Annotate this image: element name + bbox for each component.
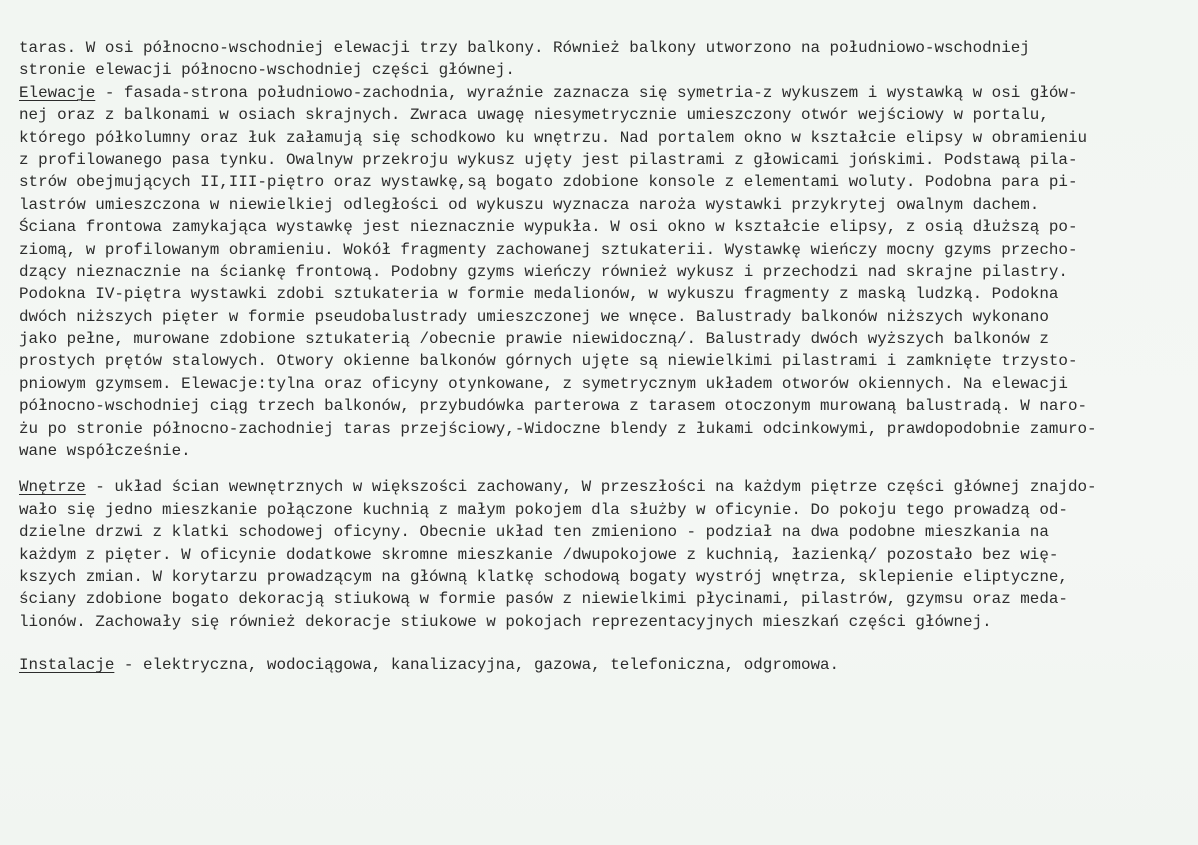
text-line: stronie elewacji północno-wschodniej części głównej. [19,61,515,80]
text-line: ściany zdobione bogato dekoracją stiukową w formie pasów z niewielkimi płycinami, pilastrów, gzymsu oraz meda- [19,590,1068,609]
instalacje-text: - elektryczna, wodociągowa, kanalizacyjna, gazowa, telefoniczna, odgromowa. [114,656,840,675]
text-line: lionów. Zachowały się również dekoracje stiukowe w pokojach reprezentacyjnych mieszkań części głównej. [19,612,992,631]
paragraph-gap [19,633,1198,654]
text-line: lastrów umieszczona w niewielkiej odległości od wykuszu wyznacza naroża wystawki przykrytej owalnym dachem. [19,195,1040,214]
text-line: dzący nieznacznie na ściankę frontową. Podobny gzyms wieńczy również wykusz i przechodzi nad skrajne pilastry. [19,262,1068,281]
text-line: Podokna IV-piętra wystawki zdobi sztukateria w formie medalionów, w wykuszu fragmenty z maską ludzką. Podokna [19,285,1059,304]
instalacje-heading: Instalacje [19,656,115,675]
text-line: dwóch niższych pięter w formie pseudobalustrady umieszczonej we wnęce. Balustrady balkonów niższych wykonano [19,307,1049,326]
elewacje-first-line [19,82,1198,104]
paragraph-gap [19,462,1198,476]
text-line: Ściana frontowa zamykająca wystawkę jest nieznacznie wypukła. W osi okno w kształcie elipsy, z osią dłuższą po- [19,218,1078,237]
text-line: strów obejmujących II,III-piętro oraz wystawkę,są bogato zdobione konsole z elementami woluty. Podobna para pi- [19,173,1078,192]
text-line: którego półkolumny oraz łuk załamują się schodkowo ku wnętrzu. Nad portalem okno w kształcie elipsy w obramieniu [19,128,1088,147]
text-line: dzielne drzwi z klatki schodowej oficyny. Obecnie układ ten zmieniono - podział na dwa podobne mieszkania na [19,523,1049,542]
text-line: kszych zmian. W korytarzu prowadzącym na główną klatkę schodową bogaty wystrój wnętrza, sklepienie eliptyczne, [19,567,1068,586]
elewacje-first-text: - fasada-strona południowo-zachodnia, wyraźnie zaznacza się symetria-z wykuszem i wystawką w osi głów- [95,83,1078,102]
wnetrze-first-text: - układ ścian wewnętrznych w większości zachowany, W przeszłości na każdym piętrze części głównej znajdo- [85,478,1097,497]
text-line: z profilowanego pasa tynku. Owalnyw przekroju wykusz ujęty jest pilastrami z głowicami jońskimi. Podstawą pila- [19,150,1078,169]
text-line: nej oraz z balkonami w osiach skrajnych. Zwraca uwagę niesymetrycznie umieszczony otwór wejściowy w portalu, [19,106,1049,125]
elewacje-heading: Elewacje [19,83,96,102]
instalacje-line [19,654,1198,676]
text-line: jako pełne, murowane zdobione sztukaterią /obecnie prawie niewidoczną/. Balustrady dwóch wyższych balkonów z [19,330,1049,349]
text-line: każdym z pięter. W oficynie dodatkowe skromne mieszkanie /dwupokojowe z kuchnią, łazienką/ pozostało bez wię- [19,545,1059,564]
text-line: pniowym gzymsem. Elewacje:tylna oraz oficyny otynkowane, z symetrycznym układem otworów okiennych. Na elewacji [19,374,1068,393]
text-line: wało się jedno mieszkanie połączone kuchnią z małym pokojem dla służby w oficynie. Do pokoju tego prowadzą od- [19,500,1068,519]
text-line: prostych prętów stalowych. Otwory okienne balkonów górnych ujęte są niewielkimi pilastrami i zamknięte trzysto- [19,352,1078,371]
wnetrze-heading: Wnętrze [19,478,86,497]
document-text [19,37,1198,677]
text-line: taras. W osi północno-wschodniej elewacji trzy balkony. Również balkony utworzono na południowo-wschodniej [19,39,1030,57]
wnetrze-first-line [19,476,1198,498]
text-line: wane współcześnie. [19,442,191,461]
text-line: ziomą, w profilowanym obramieniu. Wokół fragmenty zachowanej sztukaterii. Wystawkę wieńczy mocny gzyms przecho- [19,240,1078,259]
text-line: żu po stronie północno-zachodniej taras przejściowy,-Widoczne blendy z łukami odcinkowymi, prawdopodobnie zamuro- [19,419,1097,438]
text-line: północno-wschodniej ciąg trzech balkonów, przybudówka parterowa z tarasem otoczonym murowaną balustradą. W naro- [19,397,1088,416]
